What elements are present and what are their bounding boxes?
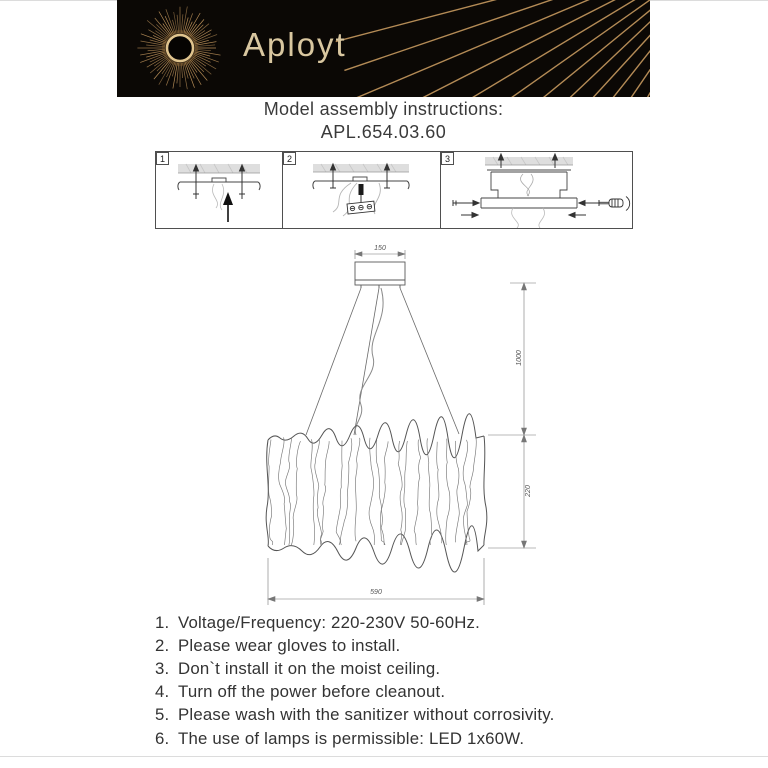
screwdriver-icon xyxy=(599,197,630,211)
page-edge-bottom xyxy=(0,756,768,757)
technical-drawing xyxy=(240,245,560,615)
assembly-step-1 xyxy=(156,152,283,228)
step-number: 3 xyxy=(441,152,454,165)
item-number: 2. xyxy=(155,635,170,655)
dimension-shade-width xyxy=(268,558,484,605)
item-number: 1. xyxy=(155,612,170,632)
instruction-item xyxy=(155,727,633,750)
suspension-cables xyxy=(306,288,459,435)
item-number: 5. xyxy=(155,705,170,725)
instruction-item xyxy=(155,634,633,657)
item-text: Don`t install it on the moist ceiling. xyxy=(178,658,441,678)
shade-pleats xyxy=(269,437,477,545)
assembly-step-3 xyxy=(441,152,631,228)
item-number: 3. xyxy=(155,658,170,678)
step-number: 1 xyxy=(156,152,169,165)
dimension-heights xyxy=(488,283,536,548)
sunburst-core xyxy=(169,37,192,60)
item-text: Voltage/Frequency: 220-230V 50-60Hz. xyxy=(178,612,480,632)
brand-wordmark: Aployt xyxy=(243,26,347,63)
lamp-drawing xyxy=(240,245,560,615)
dim-label-shade-height: 220 xyxy=(525,485,532,497)
dim-label-canopy-width: 150 xyxy=(374,245,386,252)
item-number: 4. xyxy=(155,682,170,702)
step2-diagram xyxy=(283,152,441,228)
item-text: Please wash with the sanitizer without corrosivity. xyxy=(178,705,555,725)
item-number: 6. xyxy=(155,728,170,748)
assembly-steps-strip xyxy=(155,151,633,229)
document-title xyxy=(117,99,650,143)
step3-diagram xyxy=(441,152,631,228)
dim-label-shade-width: 590 xyxy=(370,589,382,596)
item-text: Turn off the power before cleanout. xyxy=(178,682,446,702)
instruction-item xyxy=(155,657,633,680)
brand-banner xyxy=(117,0,650,97)
dim-label-drop-height: 1000 xyxy=(516,350,523,366)
step-number: 2 xyxy=(283,152,296,165)
ceiling-canopy xyxy=(355,262,405,288)
item-text: Please wear gloves to install. xyxy=(178,635,401,655)
instruction-item xyxy=(155,704,633,727)
step1-diagram xyxy=(156,152,283,228)
model-code: APL.654.03.60 xyxy=(320,122,447,142)
instruction-item xyxy=(155,681,633,704)
instruction-list xyxy=(155,611,633,750)
item-text: The use of lamps is permissible: LED 1x60W. xyxy=(178,728,525,748)
pleated-shade xyxy=(266,414,487,572)
assembly-step-2 xyxy=(283,152,441,228)
instruction-item xyxy=(155,611,633,634)
title-text: Model assembly instructions: xyxy=(263,99,504,119)
